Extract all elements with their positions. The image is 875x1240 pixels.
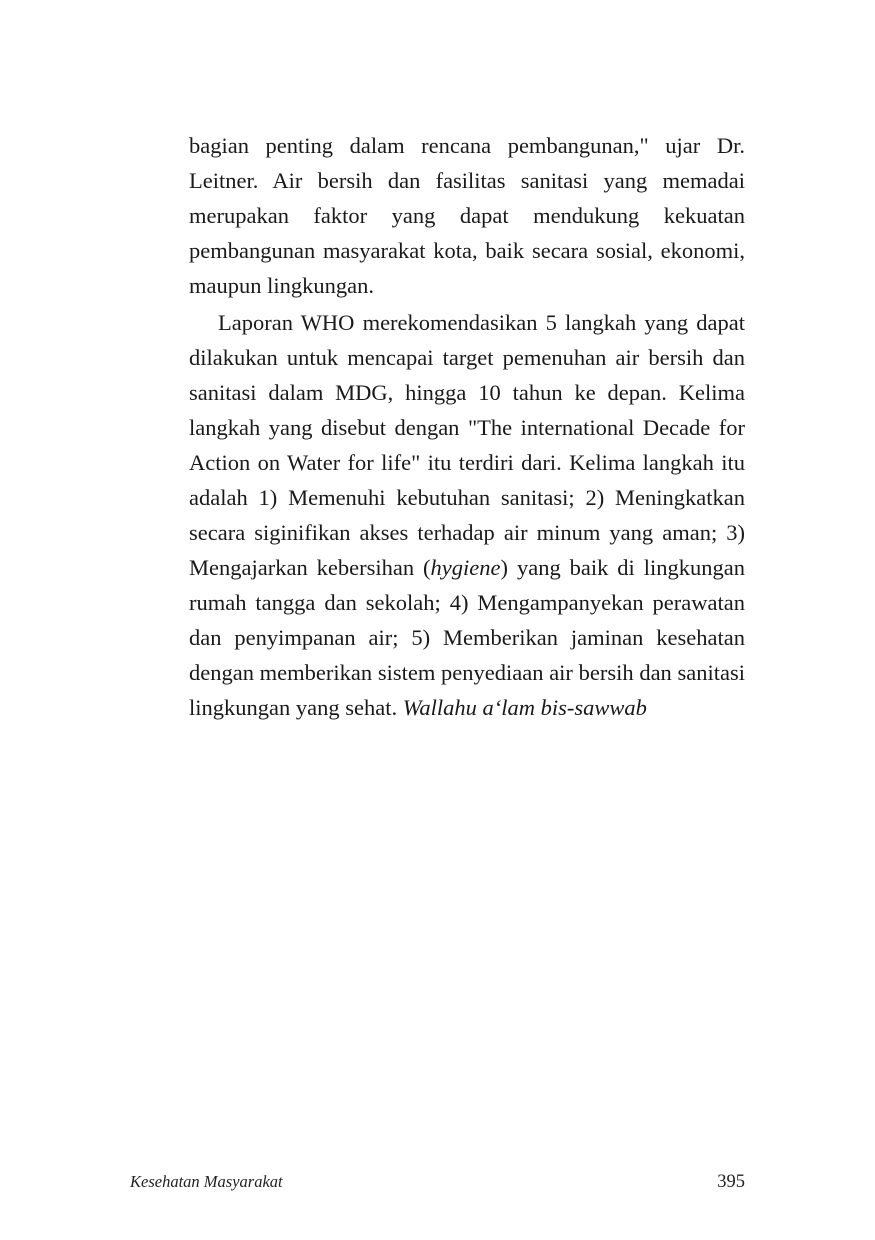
running-footer-title: Kesehatan Masyarakat: [130, 1172, 283, 1191]
paragraph-continuation: [189, 128, 745, 303]
paragraph-who-report: [189, 305, 745, 725]
paragraph-2-text-end: ) yang baik di lingkungan rumah tangga dan sekolah; 4) Mengampanyekan perawatan dan penyimpanan air; 5) Memberikan jaminan kesehatan dengan memberikan sistem penyediaan air bersih dan sanitasi lingkungan yang sehat.: [189, 555, 745, 720]
paragraph-2-text-start: Laporan WHO merekomendasikan 5 langkah yang dapat dilakukan untuk mencapai target pemenuhan air bersih dan sanitasi dalam MDG, hingga 10 tahun ke depan. Kelima langkah yang disebut dengan "The international Decade for Action on Water for life" itu terdiri dari. Kelima langkah itu adalah 1) Memenuhi kebutuhan sanitasi; 2) Meningkatkan secara siginifikan akses terhadap air minum yang aman; 3) Mengajarkan kebersihan (: [189, 310, 745, 580]
body-text: [189, 128, 745, 725]
closing-phrase: Wallahu a‘lam bis-sawwab: [402, 695, 647, 720]
paragraph-1-text: bagian penting dalam rencana pembangunan," ujar Dr. Leitner. Air bersih dan fasilitas sanitasi yang memadai merupakan faktor yang dapat mendukung kekuatan pembangunan masyarakat kota, baik secara sosial, ekonomi, maupun lingkungan.: [189, 133, 745, 298]
page-number: 395: [717, 1172, 745, 1192]
hygiene-term: hygiene: [430, 555, 501, 580]
